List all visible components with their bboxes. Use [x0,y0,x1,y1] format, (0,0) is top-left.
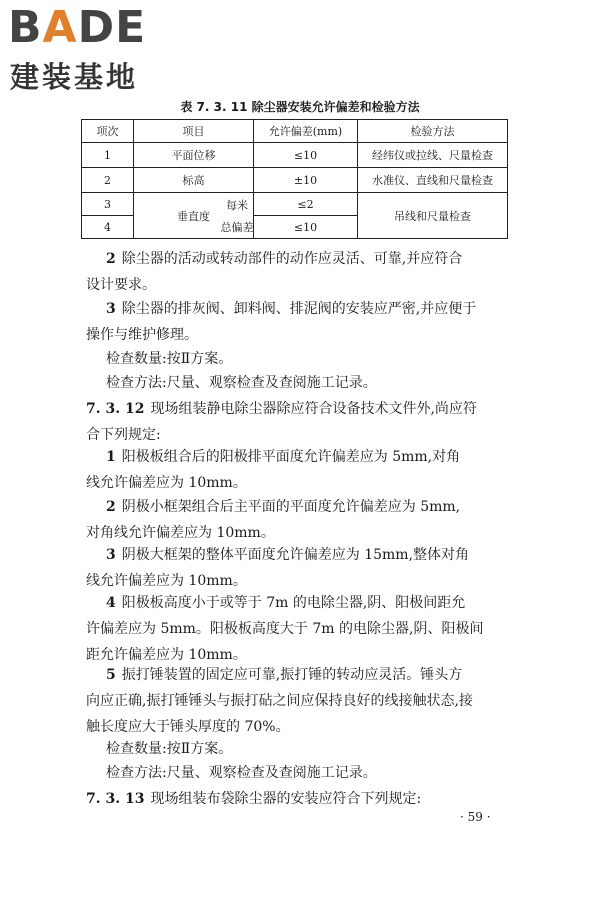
header-no: 项次 [82,120,134,143]
row-no: 4 [82,216,134,239]
row-tolerance: ≤10 [254,143,358,168]
section-7-3-12: 7. 3. 12 现场组装静电除尘器除应符合设备技术文件外,尚应符 合下列规定: [86,401,477,443]
row-group: 垂直度 [134,193,254,239]
paragraph-3: 3 除尘器的排灰阀、卸料阀、排泥阀的安装应严密,并应便于 操作与维护修理。 [86,301,477,343]
header-item: 项目 [134,120,254,143]
logo [8,4,178,96]
table-header-row [82,120,508,143]
item-3: 3 阴极大框架的整体平面度允许偏差应为 15mm,整体对角 线允许偏差应为 10mm。 [86,547,470,589]
table-row [82,143,508,168]
page-number: · 59 · [460,810,491,824]
row-tolerance: ±10 [254,168,358,193]
check-quantity-2: 检查数量:按Ⅱ方案。 [106,741,233,757]
check-method-1: 检查方法:尺量、观察检查及查阅施工记录。 [106,375,377,391]
item-5: 5 振打锤装置的固定应可靠,振打锤的转动应灵活。锤头方 向应正确,振打锤锤头与振打砧之间应保持良好的线接触状态,接 触长度应大于锤头厚度的 70%。 [86,667,473,735]
table-row [82,168,508,193]
sub-label-total: 总偏差 [220,221,254,234]
row-no: 3 [82,193,134,216]
logo-subtitle: 建装基地 [10,60,139,94]
header-tolerance: 允许偏差(mm) [254,120,358,143]
row-item: 平面位移 [134,143,254,168]
vertical-sub-labels [201,195,273,239]
item-1: 1 阳极板组合后的阳极排平面度允许偏差应为 5mm,对角 线允许偏差应为 10mm。 [86,449,461,491]
row-tolerance: ≤2 [254,193,358,216]
section-7-3-13: 7. 3. 13 现场组装布袋除尘器的安装应符合下列规定: [86,791,422,807]
item-4: 4 阳极板高度小于或等于 7m 的电除尘器,阴、阳极间距允 许偏差应为 5mm。阳极板高度大于 7m 的电除尘器,阴、阳极间 距允许偏差应为 10mm。 [86,595,484,663]
row-method: 吊线和尺量检查 [358,193,508,239]
row-no: 1 [82,143,134,168]
table-caption: 表 7. 3. 11 除尘器安装允许偏差和检验方法 [180,100,420,114]
row-tolerance: ≤10 [254,216,358,239]
row-method: 水准仪、直线和尺量检查 [358,168,508,193]
logo-wordmark: BADE [8,2,147,53]
check-method-2: 检查方法:尺量、观察检查及查阅施工记录。 [106,765,377,781]
table-row [82,193,508,216]
header-method: 检验方法 [358,120,508,143]
check-quantity-1: 检查数量:按Ⅱ方案。 [106,351,233,367]
row-no: 2 [82,168,134,193]
paragraph-2: 2 除尘器的活动或转动部件的动作应灵活、可靠,并应符合 设计要求。 [86,251,463,293]
sub-label-per-meter: 每米 [226,199,248,212]
row-method: 经纬仪或拉线、尺量检查 [358,143,508,168]
item-2: 2 阴极小框架组合后主平面的平面度允许偏差应为 5mm, 对角线允许偏差应为 10mm。 [86,499,461,541]
row-item: 标高 [134,168,254,193]
tolerance-table [81,119,508,239]
